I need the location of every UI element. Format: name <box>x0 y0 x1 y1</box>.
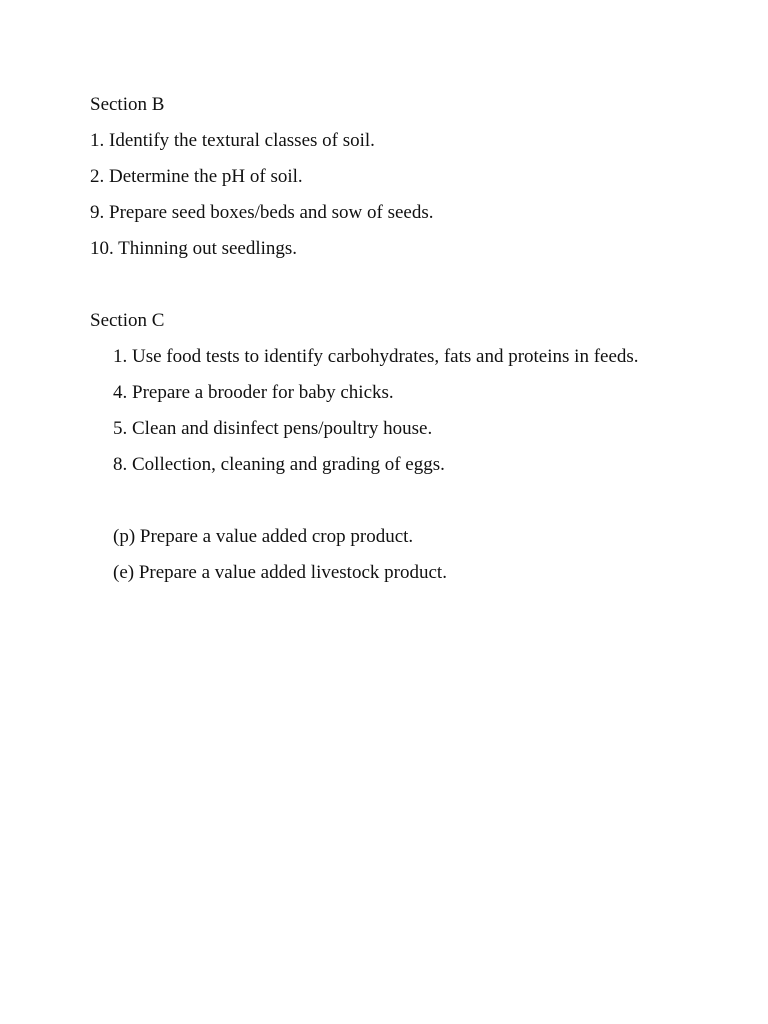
section-c-item: 4. Prepare a brooder for baby chicks. <box>113 382 394 403</box>
section-b-item: 10. Thinning out seedlings. <box>90 238 298 259</box>
section-c-item: 5. Clean and disinfect pens/poultry house. <box>113 418 433 439</box>
section-b-item: 1. Identify the textural classes of soil. <box>90 130 375 151</box>
value-added-item: (e) Prepare a value added livestock product. <box>113 562 447 583</box>
section-b-heading: Section B <box>90 94 165 115</box>
section-b-item: 2. Determine the pH of soil. <box>90 166 303 187</box>
section-c-item: 8. Collection, cleaning and grading of eggs. <box>113 454 445 475</box>
section-c-heading: Section C <box>90 310 165 331</box>
value-added-item: (p) Prepare a value added crop product. <box>113 526 414 547</box>
section-b-item: 9. Prepare seed boxes/beds and sow of seeds. <box>90 202 434 223</box>
section-c-item: 1. Use food tests to identify carbohydrates, fats and proteins in feeds. <box>113 346 639 367</box>
